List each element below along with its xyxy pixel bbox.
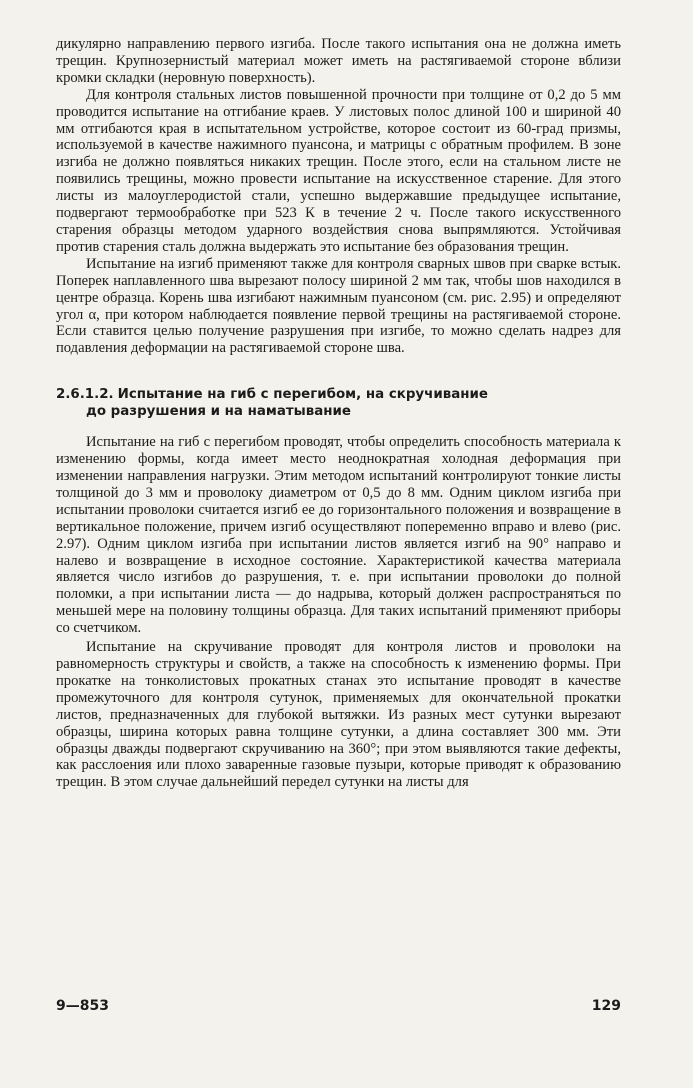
paragraph: Испытание на изгиб применяют также для контроля сварных швов при сварке встык. Поперек наплавленного шва вырезают полосу шириной 2 мм так, чтобы шов находился в центре образца. Корень шва изгибают нажимным пуансоном (см. рис. 2.95) и определяют угол α, при котором наблюдается появление первой трещины на растягиваемой стороне. Если ставится целью получение разрушения при изгибе, то можно сделать надрез для подавления деформации на растягиваемой стороне шва.: [56, 255, 621, 357]
page-footer: [56, 998, 621, 1014]
paragraph: дикулярно направлению первого изгиба. После такого испытания она не должна иметь трещин. Крупнозернистый материал может иметь на растягиваемой стороне вблизи кромки складки (неровную поверхность).: [56, 36, 621, 86]
paragraph: Для контроля стальных листов повышенной прочности при толщине от 0,2 до 5 мм проводится испытание на отгибание краев. У листовых полос длиной 100 и шириной 40 мм отгибаются края в испытательном устройстве, которое состоит из 60-град призмы, используемой в качестве нажимного пуансона, и матрицы с обратным профилем. В зоне изгиба не должно появляться никаких трещин. После этого, если на стальном листе не появились трещины, можно провести испытание на искусственное старение. Для этого листы из малоуглеродистой стали, успешно выдержавшие предыдущее испытание, подвергают термообработке при 523 К в течение 2 ч. После такого искусственного старения образцы методом ударного воздействия снова выпрямляются. Устойчивая против старения сталь должна выдержать это испытание без образования трещин.: [56, 86, 621, 255]
section-number: 2.6.1.2.: [56, 387, 114, 403]
paragraph: Испытание на гиб с перегибом проводят, чтобы определить способность материала к изменению формы, когда имеет место неоднократная холодная деформация при изменении направления нагрузки. Этим методом испытаний контролируют тонкие листы толщиной до 3 мм и проволоку диаметром от 0,5 до 8 мм. Одним циклом изгиба при испытании проволоки считается изгиб ее до горизонтального положения и возвращение в вертикальное положение, причем изгиб осуществляют попеременно вправо и влево (рис. 2.97). Одним циклом изгиба при испытании листов является изгиб на 90° направо и налево и возвращение в исходное состояние. Характеристикой качества материала является число изгибов до разрушения, т. е. при испытании проволоки до полной поломки, а при испытании листа — до надрыва, который должен распространяться по меньшей мере на половину толщины образца. Для таких испытаний применяют приборы со счетчиком.: [56, 434, 621, 637]
section-heading: [56, 386, 621, 420]
page-number: 129: [591, 998, 621, 1014]
section-title-line2: до разрушения и на наматывание: [86, 404, 351, 420]
page-text: [56, 36, 621, 791]
printer-signature: 9—853: [56, 998, 109, 1014]
paragraph: Испытание на скручивание проводят для контроля листов и проволоки на равномерность структуры и свойств, а также на способность к изменению формы. При прокатке на тонколистовых прокатных станах это испытание проводят в качестве промежуточного для контроля сутунок, применяемых для окончательной прокатки листов, предназначенных для глубокой вытяжки. Из разных мест сутунки вырезают образцы, ширина которых равна толщине сутунки, а длина составляет 300 мм. Эти образцы дважды подвергают скручиванию на 360°; при этом выявляются такие дефекты, как расслоения или плохо заваренные газовые пузыри, которые приводят к образованию трещин. В этом случае дальнейший передел сутунки на листы для: [56, 639, 621, 791]
section-title-line1: Испытание на гиб с перегибом, на скручивание: [117, 387, 488, 403]
